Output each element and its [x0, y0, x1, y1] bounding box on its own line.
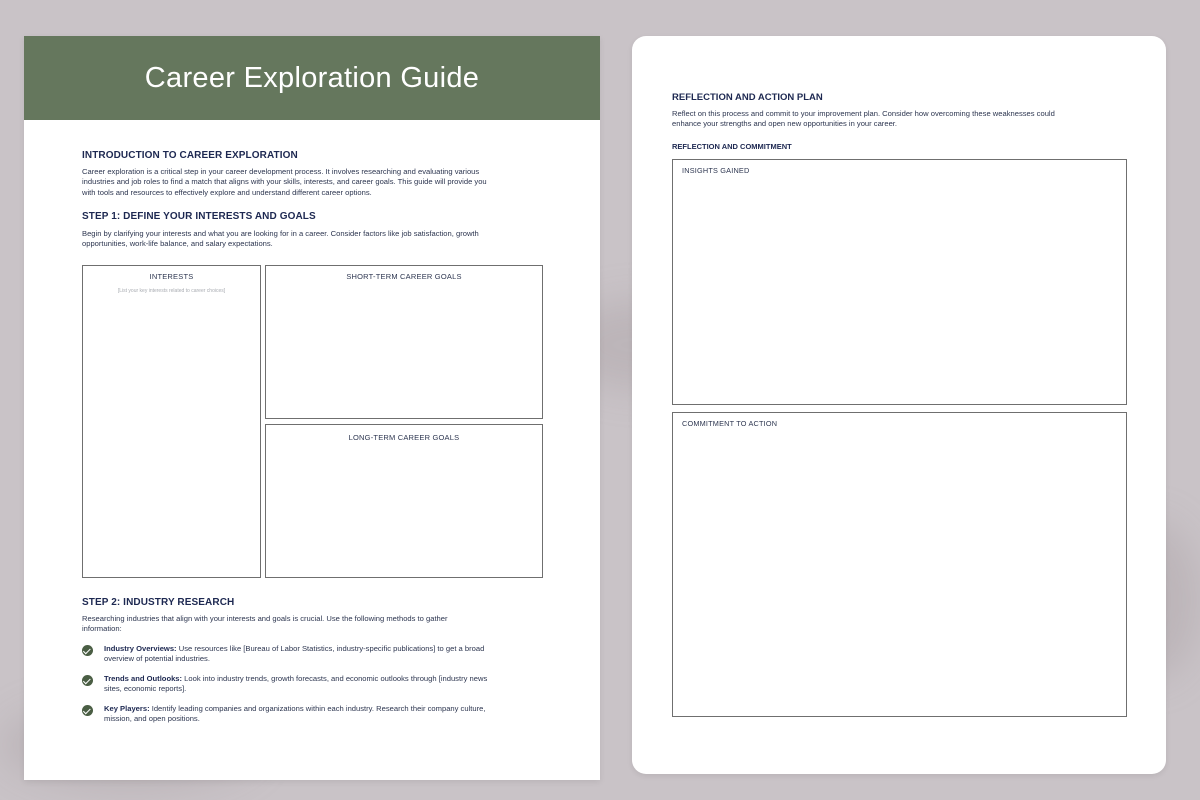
commitment-to-action-box[interactable]	[672, 412, 1127, 717]
step2-line: Researching industries that align with your interests and goals is crucial. Use the following methods to gather	[82, 614, 448, 623]
bullet-text: mission, and open positions.	[104, 714, 200, 724]
step2-line: information:	[82, 624, 122, 634]
commitment-subheading: REFLECTION AND COMMITMENT	[672, 142, 792, 151]
long-term-goals-box[interactable]	[265, 424, 543, 578]
short-term-goals-label: SHORT-TERM CAREER GOALS	[346, 272, 462, 281]
insights-gained-box[interactable]	[672, 159, 1127, 405]
step1-line: opportunities, work-life balance, and salary expectations.	[82, 239, 273, 249]
intro-line: with tools and resources to effectively explore and understand different career options.	[82, 187, 372, 197]
page-title: Career Exploration Guide	[144, 61, 480, 94]
reflection-line: enhance your strengths and open new opportunities in your career.	[672, 119, 898, 129]
insights-gained-label: INSIGHTS GAINED	[682, 166, 750, 175]
long-term-goals-label: LONG-TERM CAREER GOALS	[348, 433, 460, 442]
interests-label: INTERESTS	[149, 272, 194, 281]
bullet-text: Use resources like [Bureau of Labor Statistics, industry-specific publications] to get a broad	[176, 644, 485, 653]
check-circle-icon	[82, 645, 93, 656]
intro-line: industries and job roles to find a match that aligns with your skills, interests, and career goals. This guide will provide you	[82, 177, 487, 187]
intro-heading: INTRODUCTION TO CAREER EXPLORATION	[82, 150, 298, 161]
intro-line: Career exploration is a critical step in your career development process. It involves researching and evaluating various	[82, 167, 480, 176]
step1-paragraph	[82, 229, 552, 250]
step1-heading: STEP 1: DEFINE YOUR INTERESTS AND GOALS	[82, 211, 316, 222]
commitment-to-action-label: COMMITMENT TO ACTION	[682, 419, 778, 428]
reflection-paragraph	[672, 109, 1132, 130]
bullet-text: sites, economic reports].	[104, 684, 187, 694]
check-circle-icon	[82, 705, 93, 716]
step2-heading: STEP 2: INDUSTRY RESEARCH	[82, 597, 235, 608]
intro-paragraph	[82, 167, 552, 198]
step2-paragraph	[82, 614, 552, 635]
bullet-label: Key Players:	[104, 704, 150, 713]
reflection-heading: REFLECTION AND ACTION PLAN	[672, 92, 823, 103]
bullet-text: Identify leading companies and organizations within each industry. Research their company culture,	[149, 704, 486, 713]
title-banner	[24, 36, 600, 120]
short-term-goals-box[interactable]	[265, 265, 543, 419]
right-page	[632, 36, 1166, 774]
step1-line: Begin by clarifying your interests and what you are looking for in a career. Consider factors like job satisfaction, growth	[82, 229, 479, 238]
bullet-label: Industry Overviews:	[104, 644, 177, 653]
left-page	[24, 36, 600, 780]
bullet-text: Look into industry trends, growth forecasts, and economic outlooks through [industry news	[182, 674, 488, 683]
interests-hint: [List your key interests related to career choices]	[117, 288, 226, 294]
bullet-label: Trends and Outlooks:	[104, 674, 183, 683]
bullet-text: overview of potential industries.	[104, 654, 210, 664]
check-circle-icon	[82, 675, 93, 686]
reflection-line: Reflect on this process and commit to your improvement plan. Consider how overcoming these weaknesses could	[672, 109, 1055, 118]
interests-box[interactable]	[82, 265, 261, 578]
